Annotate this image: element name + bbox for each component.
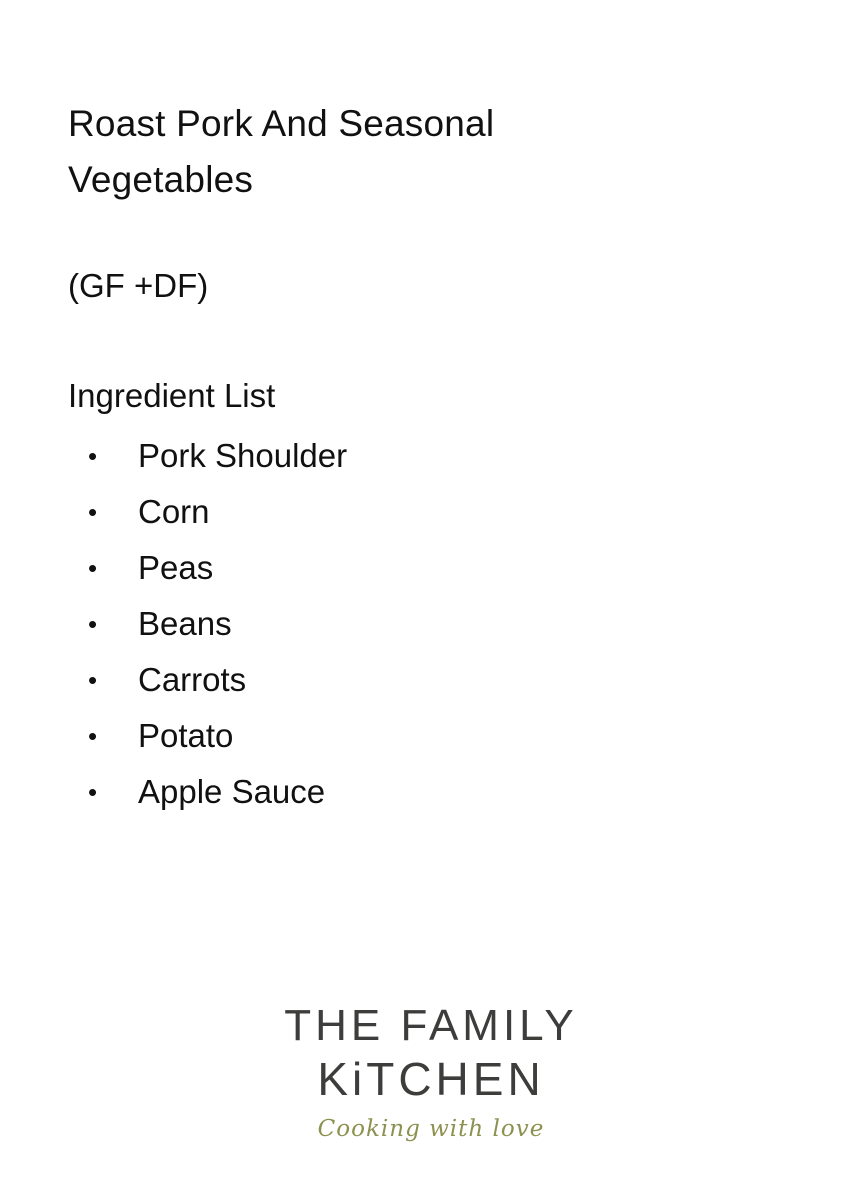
bullet-icon: • [88, 665, 98, 695]
ingredient-label: Potato [138, 717, 234, 754]
bullet-icon: • [88, 441, 98, 471]
ingredient-label: Peas [138, 549, 214, 586]
bullet-icon: • [88, 777, 98, 807]
bullet-icon: • [88, 497, 98, 527]
logo-line-two: KiTCHEN [317, 1053, 545, 1105]
bullet-icon: • [88, 609, 98, 639]
ingredient-label: Apple Sauce [138, 773, 326, 810]
list-item [68, 652, 768, 708]
bullet-icon: • [88, 553, 98, 583]
recipe-content [68, 96, 768, 820]
list-item [68, 540, 768, 596]
ingredient-list [68, 428, 768, 820]
ingredient-label: Corn [138, 493, 210, 530]
ingredient-list-heading: Ingredient List [68, 377, 276, 414]
logo-tagline: Cooking with love [317, 1116, 545, 1142]
diet-tag: (GF +DF) [68, 267, 209, 304]
list-item [68, 596, 768, 652]
list-item [68, 708, 768, 764]
bullet-icon: • [88, 721, 98, 751]
page-title: Roast Pork And Seasonal Vegetables [68, 103, 495, 200]
logo-line-one: THE FAMILY [284, 1001, 578, 1050]
list-item [68, 764, 768, 820]
list-item [68, 428, 768, 484]
brand-logo [0, 1000, 862, 1146]
list-item [68, 484, 768, 540]
ingredient-label: Pork Shoulder [138, 437, 348, 474]
ingredient-label: Carrots [138, 661, 247, 698]
ingredient-label: Beans [138, 605, 232, 642]
